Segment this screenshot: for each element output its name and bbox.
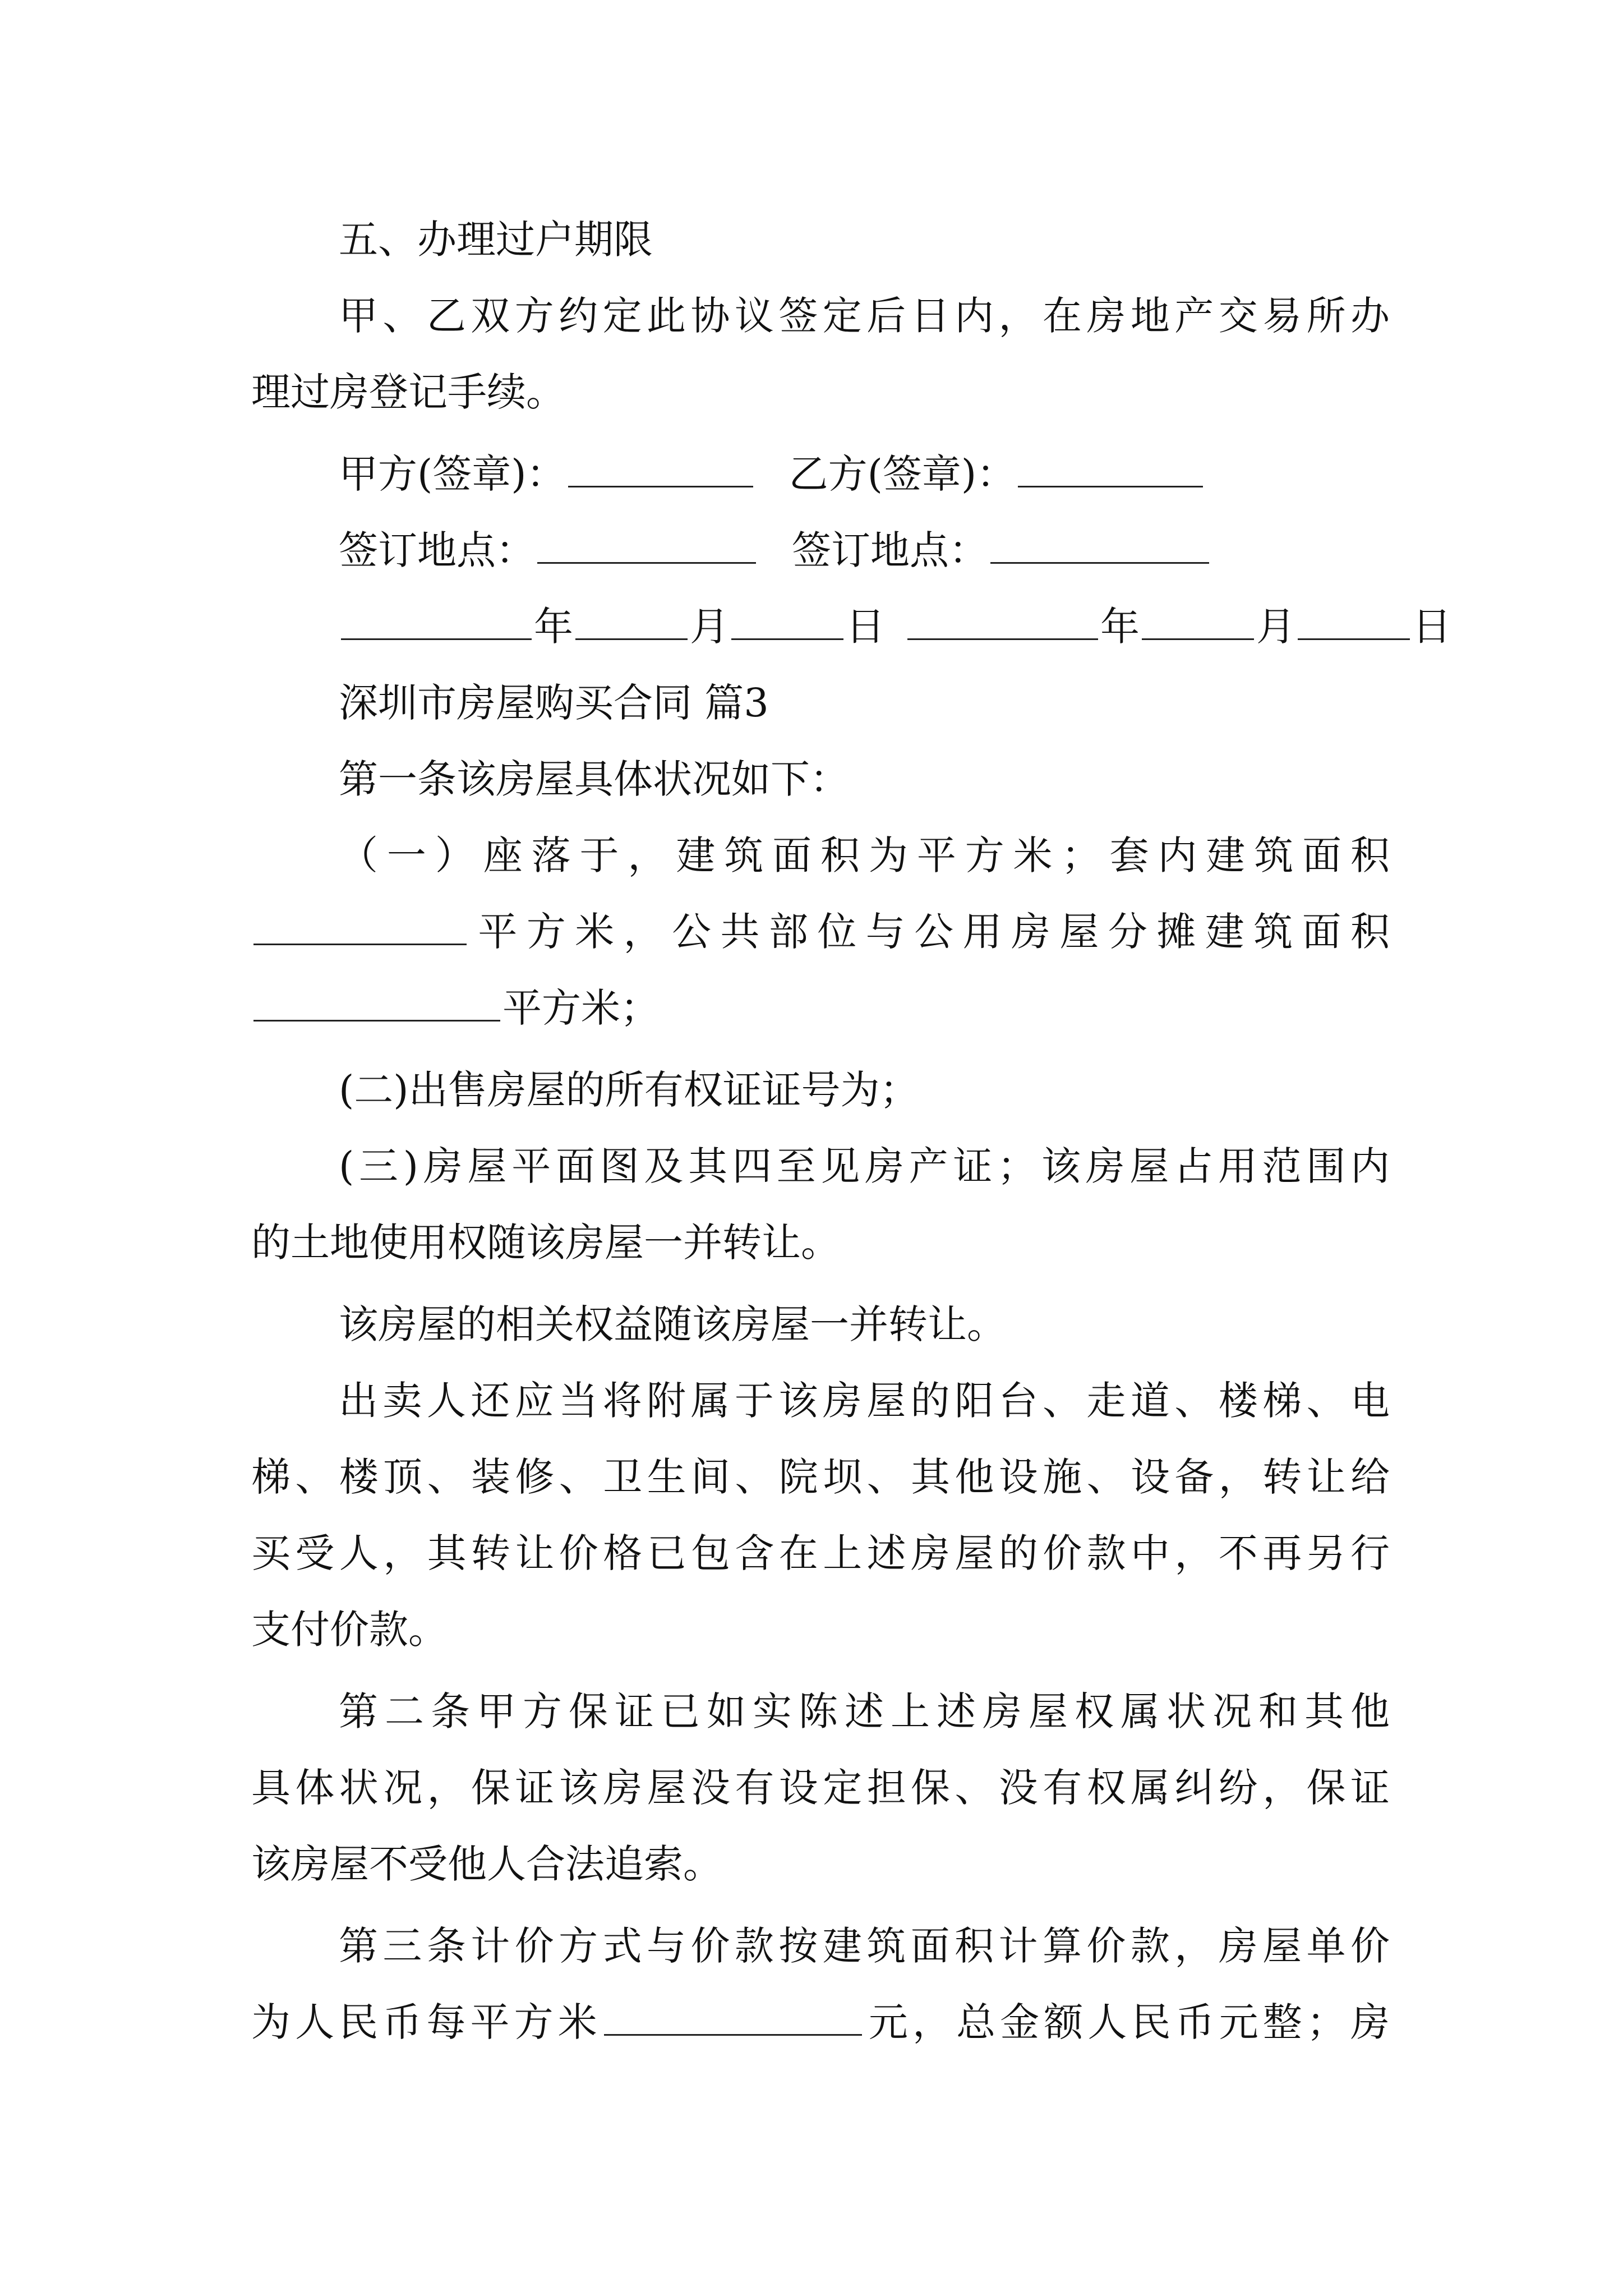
place-label-b: 签订地点： — [792, 527, 988, 573]
year-blank — [341, 603, 532, 640]
section-heading: 五、办理过户期限 — [339, 217, 653, 263]
paragraph-line: 为人民币每平方米 元，总金额人民币元整；房 — [251, 1999, 1390, 2045]
paragraph-line: 平方米，公共部位与公用房屋分摊建筑面积 — [251, 901, 1390, 963]
party-b-signature-blank — [1018, 450, 1203, 487]
shared-area-blank — [253, 984, 500, 1022]
document-title: 深圳市房屋购买合同 篇3 — [339, 680, 769, 726]
year-label: 年 — [534, 604, 573, 650]
day-blank — [731, 603, 843, 640]
paragraph-line: 甲、乙双方约定此协议签定后日内，在房地产交易所办 — [339, 293, 1390, 339]
paragraph-line: 梯、楼顶、装修、卫生间、院坝、其他设施、设备，转让给 — [251, 1454, 1390, 1500]
paragraph-line: 理过房登记手续。 — [251, 369, 565, 415]
paragraph-line: （一）座落于，建筑面积为平方米；套内建筑面积 — [339, 832, 1390, 878]
signing-place-row — [339, 519, 1390, 581]
day-label: 日 — [1412, 604, 1451, 650]
paragraph-line: 第二条甲方保证已如实陈述上述房屋权属状况和其他 — [339, 1688, 1390, 1734]
year-blank — [907, 603, 1098, 640]
month-blank — [1142, 603, 1254, 640]
paragraph-line: 该房屋的相关权益随该房屋一并转让。 — [339, 1301, 1006, 1347]
party-a-label: 甲方(签章)： — [339, 451, 566, 497]
paragraph-line: 支付价款。 — [251, 1607, 448, 1653]
year-label: 年 — [1100, 604, 1140, 650]
day-blank — [1298, 603, 1410, 640]
month-label: 月 — [1256, 604, 1295, 650]
party-b-label: 乙方(签章)： — [789, 451, 1016, 497]
paragraph-line: (二)出售房屋的所有权证证号为； — [339, 1067, 919, 1113]
clause-heading: 第一条该房屋具体状况如下： — [339, 756, 849, 802]
paragraph-line: 第三条计价方式与价款按建筑面积计算价款，房屋单价 — [339, 1923, 1390, 1969]
paragraph-line: (三)房屋平面图及其四至见房产证；该房屋占用范围内 — [339, 1143, 1390, 1189]
place-a-blank — [537, 527, 756, 564]
month-blank — [575, 603, 688, 640]
place-label-a: 签订地点： — [339, 527, 535, 573]
day-label: 日 — [846, 604, 885, 650]
paragraph-line: 出卖人还应当将附属于该房屋的阳台、走道、楼梯、电 — [339, 1378, 1390, 1424]
party-a-signature-blank — [568, 450, 753, 487]
paragraph-line: 该房屋不受他人合法追索。 — [251, 1841, 722, 1887]
paragraph-line: 平方米； — [251, 977, 1390, 1039]
paragraph-line: 的土地使用权随该房屋一并转让。 — [251, 1220, 840, 1266]
date-row — [339, 596, 1451, 657]
paragraph-line: 具体状况，保证该房屋没有设定担保、没有权属纠纷，保证 — [251, 1765, 1390, 1811]
unit-price-blank — [604, 1999, 862, 2036]
inner-area-blank — [253, 908, 467, 945]
signature-row — [339, 443, 1390, 505]
month-label: 月 — [690, 604, 729, 650]
paragraph-line: 买受人，其转让价格已包含在上述房屋的价款中，不再另行 — [251, 1530, 1390, 1576]
place-b-blank — [990, 527, 1209, 564]
